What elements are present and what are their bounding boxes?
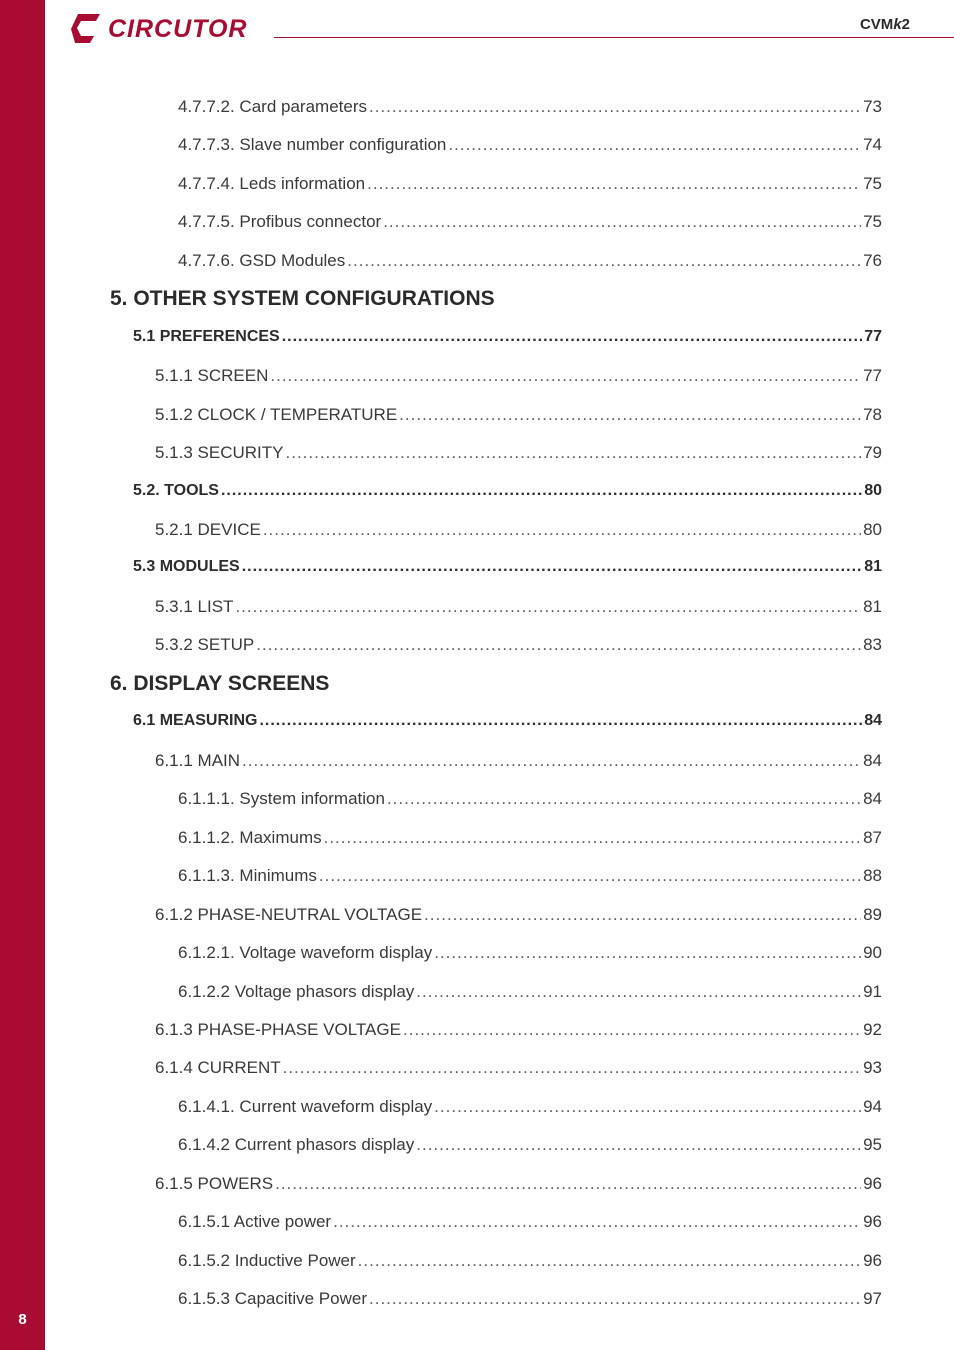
toc-entry-page: 90 (863, 943, 882, 962)
toc-dot-leader (383, 212, 861, 232)
toc-entry-title: 6.1.5.1 Active power (178, 1212, 332, 1231)
toc-entry[interactable] (178, 789, 882, 813)
toc-entry-title: 4.7.7.4. Leds information (178, 174, 366, 193)
toc-dot-leader (399, 405, 861, 425)
toc-entry-page: 81 (863, 597, 882, 616)
toc-entry-title: 5.1.2 CLOCK / TEMPERATURE (155, 405, 398, 424)
toc-entry-title: 5.2.1 DEVICE (155, 520, 261, 539)
toc-entry-page: 93 (863, 1058, 882, 1077)
toc-entry[interactable] (178, 1212, 882, 1236)
toc-entry-page: 96 (863, 1251, 882, 1270)
toc-entry-title: 5.3.1 LIST (155, 597, 234, 616)
toc-entry[interactable] (178, 982, 882, 1006)
toc-dot-leader (324, 828, 861, 848)
toc-entry-title: 6.1 MEASURING (133, 712, 258, 729)
toc-entry-title: 6.1.1.3. Minimums (178, 866, 317, 885)
toc-dot-leader (416, 982, 861, 1002)
brand-name: CIRCUTOR (108, 14, 248, 43)
toc-entry[interactable] (155, 905, 882, 929)
toc-entry-title: 6.1.1 MAIN (155, 751, 241, 770)
toc-entry-title: 5.1 PREFERENCES (133, 328, 280, 345)
toc-entry[interactable] (178, 1289, 882, 1313)
toc-dot-leader (333, 1212, 861, 1232)
toc-entry[interactable] (178, 866, 882, 890)
toc-dot-leader (319, 866, 861, 886)
toc-entry-title: 6.1.1.1. System information (178, 789, 385, 808)
toc-entry-page: 79 (863, 443, 882, 462)
toc-entry[interactable] (133, 482, 882, 506)
toc-entry-page: 91 (863, 982, 882, 1001)
toc-entry-page: 75 (863, 212, 882, 231)
toc-dot-leader (286, 443, 862, 463)
toc-entry-title: 6.1.5.3 Capacitive Power (178, 1289, 367, 1308)
toc-entry-page: 96 (863, 1212, 882, 1231)
model-prefix: CVM (859, 16, 894, 33)
toc-entry-title: 4.7.7.2. Card parameters (178, 97, 367, 116)
toc-entry-title: 5.1.3 SECURITY (155, 443, 284, 462)
toc-entry[interactable] (155, 405, 882, 429)
model-suffix: 2 (901, 16, 910, 33)
model-label (860, 16, 910, 33)
toc-entry[interactable] (155, 520, 882, 544)
toc-entry-page: 84 (863, 789, 882, 808)
toc-entry-title: 4.7.7.6. GSD Modules (178, 251, 346, 270)
toc-entry-page: 84 (864, 712, 882, 729)
model-k: k (893, 16, 902, 33)
toc-dot-leader (256, 635, 861, 655)
toc-entry-title: 6.1.3 PHASE-PHASE VOLTAGE (155, 1020, 401, 1039)
toc-dot-leader (369, 97, 861, 117)
toc-entry[interactable] (133, 558, 882, 582)
toc-entry-page: 77 (864, 328, 882, 345)
toc-entry-page: 95 (863, 1135, 882, 1154)
toc-entry-page: 76 (863, 251, 882, 270)
toc-dot-leader (242, 751, 861, 771)
toc-entry-page: 96 (863, 1174, 882, 1193)
toc-entry[interactable] (178, 1251, 882, 1275)
toc-entry-page: 89 (863, 905, 882, 924)
toc-entry[interactable] (155, 751, 882, 775)
toc-entry[interactable] (178, 135, 882, 159)
toc-entry-title: 6.1.4.1. Current waveform display (178, 1097, 433, 1116)
toc-dot-leader (448, 135, 861, 155)
toc-dot-leader (367, 174, 861, 194)
header-rule (274, 37, 954, 38)
toc-entry-title: 4.7.7.5. Profibus connector (178, 212, 382, 231)
toc-entry-page: 83 (863, 635, 882, 654)
toc-dot-leader (242, 558, 863, 576)
section-heading: 5. OTHER SYSTEM CONFIGURATIONS (110, 287, 495, 310)
page-number: 8 (18, 1311, 27, 1328)
toc-entry-page: 80 (863, 520, 882, 539)
toc-dot-leader (283, 1058, 861, 1078)
toc-dot-leader (347, 251, 861, 271)
toc-entry[interactable] (155, 635, 882, 659)
toc-entry[interactable] (155, 1174, 882, 1198)
toc-entry[interactable] (178, 828, 882, 852)
section-heading: 6. DISPLAY SCREENS (110, 672, 330, 695)
toc-entry-title: 6.1.2 PHASE-NEUTRAL VOLTAGE (155, 905, 423, 924)
toc-dot-leader (259, 712, 862, 730)
toc-entry-page: 74 (863, 135, 882, 154)
toc-entry[interactable] (178, 174, 882, 198)
toc-entry[interactable] (155, 366, 882, 390)
toc-entry-page: 97 (863, 1289, 882, 1308)
toc-entry[interactable] (155, 1020, 882, 1044)
toc-entry[interactable] (155, 443, 882, 467)
toc-dot-leader (403, 1020, 861, 1040)
toc-entry-page: 75 (863, 174, 882, 193)
toc-dot-leader (221, 482, 862, 500)
toc-dot-leader (369, 1289, 861, 1309)
toc-dot-leader (275, 1174, 861, 1194)
toc-entry-title: 6.1.5.2 Inductive Power (178, 1251, 356, 1270)
toc-entry-page: 84 (863, 751, 882, 770)
toc-entry-title: 5.2. TOOLS (133, 482, 219, 499)
toc-entry-title: 6.1.5 POWERS (155, 1174, 274, 1193)
toc-entry-page: 80 (864, 482, 882, 499)
toc-dot-leader (263, 520, 861, 540)
toc-entry-title: 4.7.7.3. Slave number configuration (178, 135, 447, 154)
toc-entry-title: 6.1.2.2 Voltage phasors display (178, 982, 415, 1001)
toc-entry-title: 6.1.4 CURRENT (155, 1058, 281, 1077)
toc-entry[interactable] (178, 943, 882, 967)
toc-entry[interactable] (178, 251, 882, 275)
toc-entry[interactable] (178, 1135, 882, 1159)
toc-dot-leader (270, 366, 861, 386)
toc-dot-leader (387, 789, 861, 809)
toc-entry-page: 88 (863, 866, 882, 885)
toc-entry-page: 94 (863, 1097, 882, 1116)
toc-entry-title: 6.1.2.1. Voltage waveform display (178, 943, 433, 962)
toc-dot-leader (282, 328, 862, 346)
brand-logo (70, 9, 247, 49)
toc-entry[interactable] (178, 1097, 882, 1121)
toc-entry-page: 78 (863, 405, 882, 424)
toc-entry[interactable] (155, 597, 882, 621)
toc-entry-page: 87 (863, 828, 882, 847)
toc-dot-leader (235, 597, 861, 617)
toc-dot-leader (434, 1097, 861, 1117)
toc-dot-leader (358, 1251, 861, 1271)
toc-dot-leader (424, 905, 861, 925)
toc-entry[interactable] (155, 1058, 882, 1082)
toc-entry-title: 5.1.1 SCREEN (155, 366, 269, 385)
toc-entry-title: 6.1.4.2 Current phasors display (178, 1135, 415, 1154)
toc-entry[interactable] (133, 712, 882, 736)
side-band (0, 0, 45, 1350)
toc-entry-page: 81 (864, 558, 882, 575)
toc-entry-title: 5.3.2 SETUP (155, 635, 255, 654)
toc-entry-page: 77 (863, 366, 882, 385)
toc-entry[interactable] (133, 328, 882, 352)
toc-entry-page: 73 (863, 97, 882, 116)
toc-entry[interactable] (178, 97, 882, 121)
toc-dot-leader (434, 943, 861, 963)
toc-entry-title: 6.1.1.2. Maximums (178, 828, 322, 847)
toc-entry-title: 5.3 MODULES (133, 558, 240, 575)
toc-entry-page: 92 (863, 1020, 882, 1039)
toc-dot-leader (416, 1135, 861, 1155)
circutor-logo-icon (70, 12, 104, 46)
toc-entry[interactable] (178, 212, 882, 236)
